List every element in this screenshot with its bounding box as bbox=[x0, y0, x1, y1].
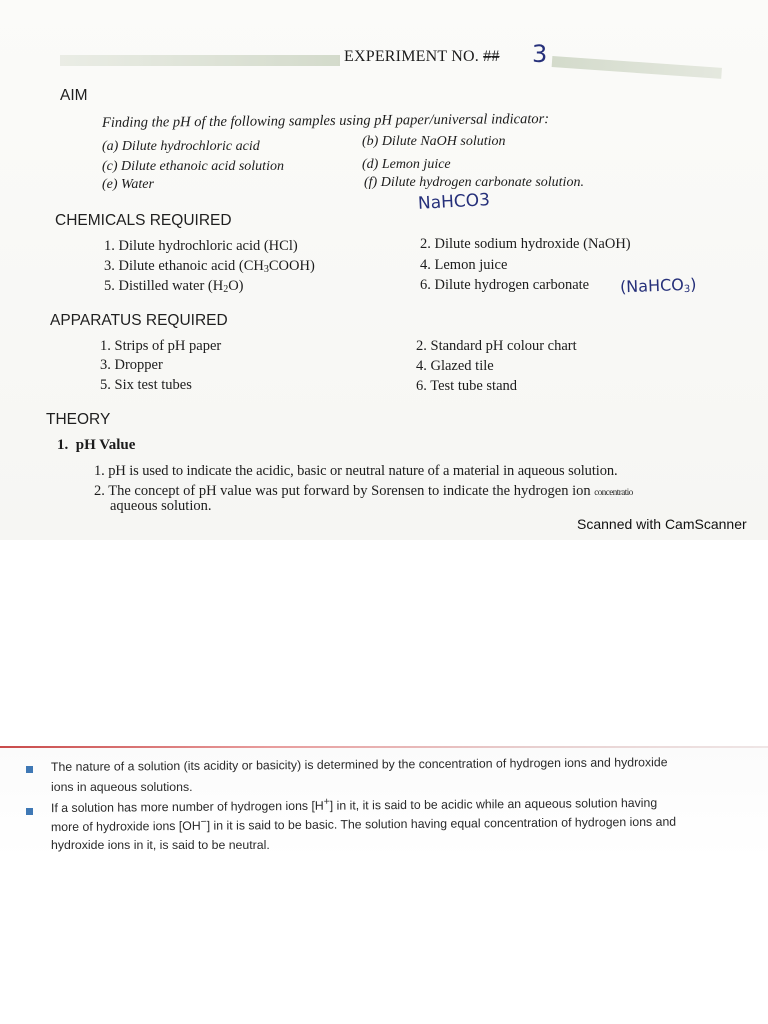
struck-mark-2: # bbox=[491, 48, 500, 65]
theory-point-1: 1. pH is used to indicate the acidic, basic or neutral nature of a material in aqueous solution. bbox=[94, 463, 618, 479]
chemicals-heading: CHEMICALS REQUIRED bbox=[55, 212, 232, 229]
theory-point-2-text: 2. The concept of pH value was put forward by Sorensen to indicate the hydrogen ion bbox=[94, 483, 591, 499]
apparatus-item-1: 1. Strips of pH paper bbox=[100, 338, 222, 354]
sample-a: (a) Dilute hydrochloric acid bbox=[102, 139, 260, 154]
aim-intro: Finding the pH of the following samples using pH paper/universal indicator: bbox=[101, 111, 550, 131]
note-bullet-icon bbox=[26, 808, 33, 815]
note-2-line-1-b: ] in it, it is said to be acidic while an aqueous solution having bbox=[329, 795, 658, 813]
theory-point-2-cut-word: concentratio bbox=[594, 487, 633, 497]
theory-heading: THEORY bbox=[46, 411, 111, 428]
scanner-watermark: Scanned with CamScanner bbox=[577, 516, 747, 532]
apparatus-item-2: 2. Standard pH colour chart bbox=[416, 338, 577, 354]
note-2-line-1-a: If a solution has more number of hydrogen ions [H bbox=[50, 798, 324, 816]
sample-e: (e) Water bbox=[102, 177, 154, 192]
apparatus-item-3: 3. Dropper bbox=[100, 357, 163, 373]
note-2-line-2-b: ] in it is said to be basic. The solution having equal concentration of hydrogen ions and bbox=[206, 814, 677, 833]
chemical-item-5: 5. Distilled water $(H_2O)$ bbox=[104, 278, 244, 295]
apparatus-item-5: 5. Six test tubes bbox=[100, 377, 192, 393]
note-2-line-3: hydroxide ions in it, is said to be neutral. bbox=[51, 838, 270, 852]
chemical-item-4: 4. Lemon juice bbox=[420, 257, 508, 273]
page-edge-line bbox=[0, 746, 768, 748]
sample-d: (d) Lemon juice bbox=[362, 157, 451, 172]
handwritten-formula-aim-prefix: NaHCO bbox=[417, 190, 480, 214]
chemical-item-3: 3. Dilute ethanoic acid $(CH_3COOH)$ bbox=[104, 258, 315, 275]
note-1-line-1: The nature of a solution (its acidity or basicity) is determined by the concentration of hydrogen ions and hydroxide bbox=[50, 755, 668, 774]
sample-c: (c) Dilute ethanoic acid solution bbox=[102, 159, 284, 174]
handwritten-formula-aim bbox=[418, 190, 491, 214]
theory-subheading bbox=[57, 437, 135, 454]
theory-subheading-title: pH Value bbox=[75, 437, 136, 453]
theory-point-2-continuation: aqueous solution. bbox=[110, 498, 212, 514]
note-bullet-icon bbox=[26, 766, 33, 773]
note-2-line-1-sup: + bbox=[323, 796, 330, 808]
apparatus-heading: APPARATUS REQUIRED bbox=[50, 312, 228, 329]
theory-subheading-number: 1. bbox=[57, 437, 69, 453]
handwritten-formula-aim-subscript: 3 bbox=[478, 190, 491, 211]
sample-f: (f) Dilute hydrogen carbonate solution. bbox=[364, 175, 584, 190]
aim-heading: AIM bbox=[60, 87, 88, 104]
struck-mark: # bbox=[483, 48, 492, 65]
apparatus-item-6: 6. Test tube stand bbox=[416, 378, 518, 394]
handwritten-experiment-number: 3 bbox=[532, 40, 548, 68]
note-2-line-2-a: more of hydroxide ions [OH bbox=[50, 818, 201, 835]
handwritten-formula-chemicals: (NaHCO$_3$) bbox=[619, 274, 697, 297]
experiment-title bbox=[344, 48, 500, 66]
chemical-item-6: 6. Dilute hydrogen carbonate bbox=[420, 277, 590, 293]
chemical-item-2: 2. Dilute sodium hydroxide (NaOH) bbox=[420, 236, 631, 252]
sample-b: (b) Dilute NaOH solution bbox=[362, 134, 506, 149]
title-band-left bbox=[60, 55, 340, 66]
note-1-line-2: ions in aqueous solutions. bbox=[51, 780, 193, 794]
apparatus-item-4: 4. Glazed tile bbox=[416, 358, 494, 374]
note-2-line-2-sup: − bbox=[200, 816, 207, 828]
chemical-item-1: 1. Dilute hydrochloric acid (HCl) bbox=[104, 238, 298, 254]
experiment-title-label: EXPERIMENT NO. bbox=[344, 48, 479, 65]
